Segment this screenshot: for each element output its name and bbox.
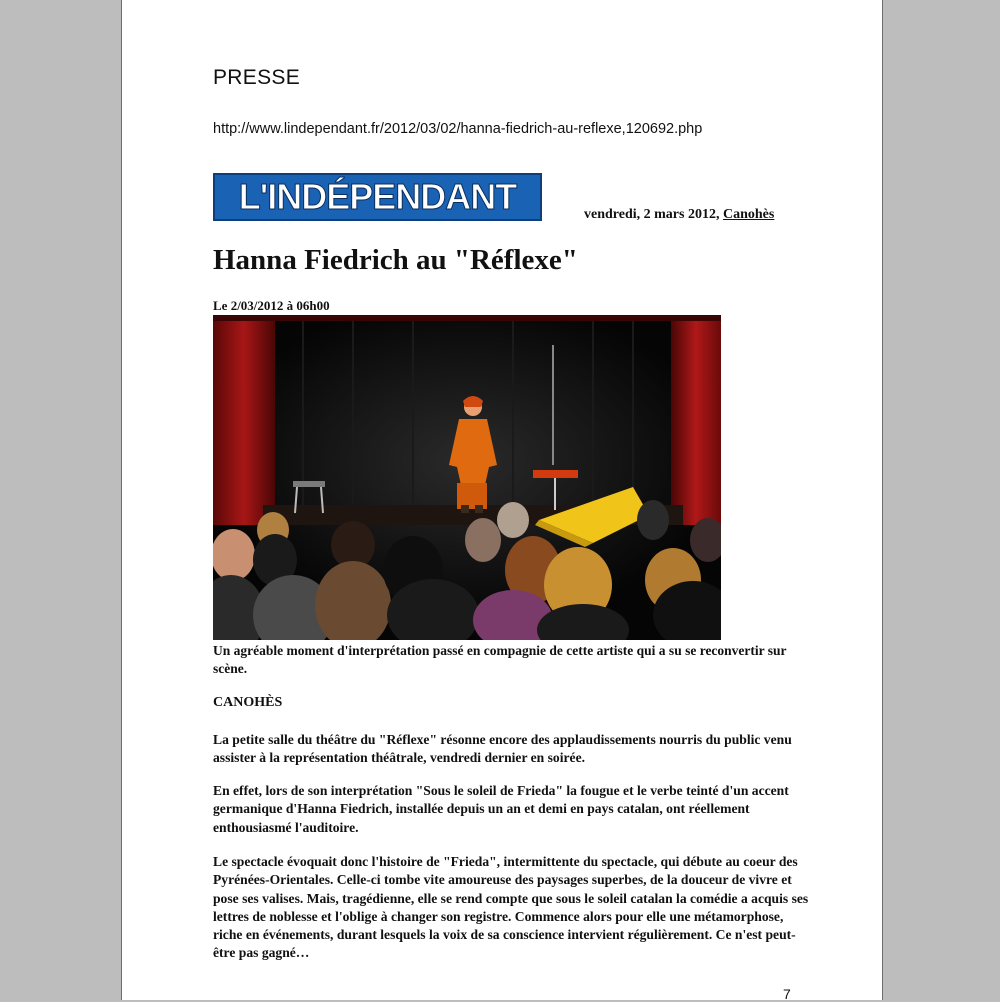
page-number: 7: [783, 986, 791, 1002]
article-paragraph-2: En effet, lors de son interprétation "Sous le soleil de Frieda" la fougue et le verbe teinté d'un accent germanique d'Hanna Fiedrich, installée depuis un an et demi en pays catalan, ont réellement enthousiasmé l'auditoire.: [213, 783, 789, 835]
dateline: [584, 207, 774, 223]
section-title: PRESSE: [213, 66, 300, 89]
article-headline: Hanna Fiedrich au "Réflexe": [213, 244, 578, 276]
article-paragraph-3: Le spectacle évoquait donc l'histoire de "Frieda", intermittente du spectacle, qui débute au coeur des Pyrénées-Orientales. Celle-ci tombe vite amoureuse des paysages superbes, de la douceur de vivre et pose ses valises. Mais, tragédienne, elle se rend compte que sous le soleil catalan la comédie a acquis ses lettres de noblesse et l'oblige à changer son registre. Commence alors pour elle une métamorphose, riche en événements, durant lesquels la voix de sa conscience intervient régulièrement. Ce n'est peut-être pas gagné…: [213, 854, 809, 961]
newspaper-logo: [213, 173, 542, 221]
location-subhead: CANOHÈS: [213, 695, 283, 710]
dateline-date: vendredi, 2 mars 2012,: [584, 207, 723, 222]
article-url[interactable]: http://www.lindependant.fr/2012/03/02/hanna-fiedrich-au-reflexe,120692.php: [213, 121, 703, 137]
logo-text: L'INDÉPENDANT: [238, 176, 517, 217]
dateline-place-link[interactable]: Canohès: [722, 207, 775, 222]
theatre-scene-photo: [213, 315, 721, 640]
article-paragraph-1: La petite salle du théâtre du "Réflexe" résonne encore des applaudissements nourris du public venu assister à la représentation théâtrale, vendredi dernier en soirée.: [213, 732, 792, 766]
article-timestamp: Le 2/03/2012 à 06h00: [213, 298, 330, 313]
article-photo: [213, 315, 721, 640]
document-page: [121, 0, 883, 1000]
photo-caption: Un agréable moment d'interprétation passé en compagnie de cette artiste qui a su se reconvertir sur scène.: [213, 643, 787, 676]
